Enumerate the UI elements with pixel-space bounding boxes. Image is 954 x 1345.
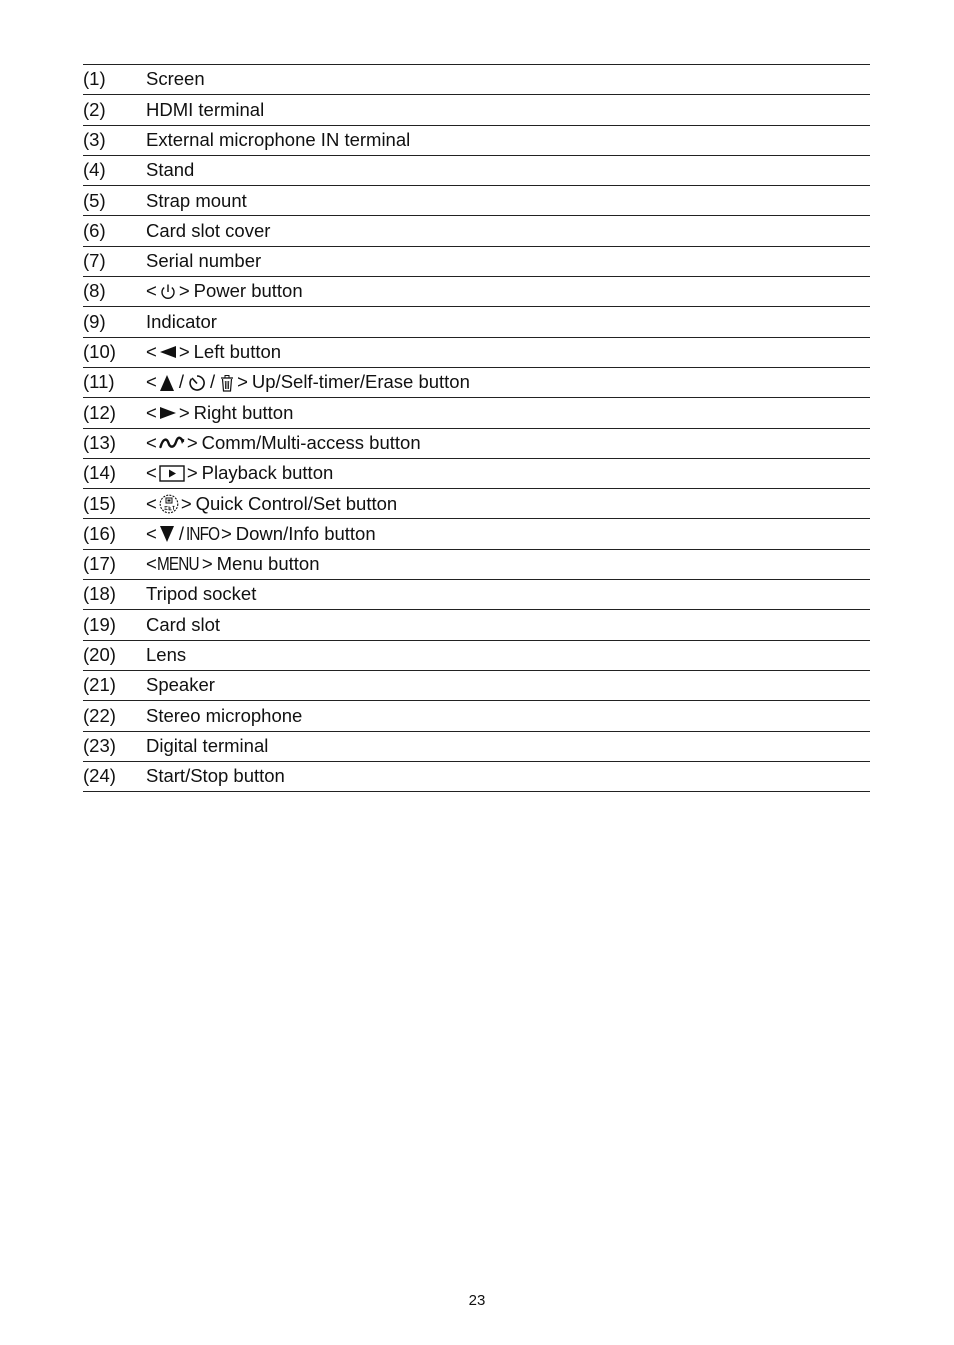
bracket-open: <: [146, 462, 157, 484]
item-number: (4): [83, 159, 106, 181]
item-label: HDMI terminal: [146, 98, 265, 120]
table-row: [83, 65, 870, 95]
table-row: [83, 732, 870, 762]
item-description: [146, 343, 281, 362]
item-description: [146, 555, 319, 574]
bracket-close: >: [186, 431, 198, 453]
item-label: Playback button: [201, 462, 334, 484]
table-row: [83, 459, 870, 489]
table-row: [83, 610, 870, 640]
bracket-open: <: [146, 431, 157, 453]
table-row: [83, 641, 870, 671]
item-number: (12): [83, 401, 116, 423]
item-number: (15): [83, 492, 116, 514]
separator: /: [178, 371, 184, 393]
item-label: External microphone IN terminal: [146, 128, 411, 150]
item-number: (3): [83, 128, 106, 150]
table-row: [83, 671, 870, 701]
table-row: [83, 550, 870, 580]
item-label: Right button: [193, 401, 294, 423]
item-description: [146, 464, 333, 483]
parts-list-table: [83, 64, 870, 792]
item-label: Menu button: [216, 553, 320, 575]
table-row: [83, 126, 870, 156]
table-row: [83, 186, 870, 216]
item-label: Strap mount: [146, 189, 247, 211]
item-number: (6): [83, 219, 106, 241]
table-row: [83, 489, 870, 519]
item-description: [146, 494, 397, 514]
bracket-close: >: [201, 553, 213, 575]
item-number: (16): [83, 522, 116, 544]
comm-wave-icon: [159, 436, 185, 450]
bracket-open: <: [146, 341, 157, 363]
item-label: Up/Self-timer/Erase button: [251, 371, 470, 393]
bracket-open: <: [146, 522, 157, 544]
quick-control-set-icon: [159, 494, 179, 514]
table-row: [83, 429, 870, 459]
bracket-open: <: [146, 553, 157, 575]
right-triangle-icon: [159, 406, 177, 420]
bracket-open: <: [146, 371, 157, 393]
bracket-close: >: [237, 371, 248, 393]
item-number: (19): [83, 613, 116, 635]
item-number: (24): [83, 765, 116, 787]
item-label: Stereo microphone: [146, 704, 303, 726]
item-description: [146, 282, 303, 301]
table-row: [83, 247, 870, 277]
item-label: Screen: [146, 68, 205, 90]
item-number: (11): [83, 371, 115, 393]
item-number: (8): [83, 280, 106, 302]
info-glyph: INFO: [185, 524, 220, 545]
item-label: Power button: [193, 280, 303, 302]
bracket-close: >: [178, 280, 190, 302]
item-description: [146, 431, 421, 453]
item-number: (22): [83, 704, 116, 726]
bracket-close: >: [186, 462, 198, 484]
item-label: Quick Control/Set button: [195, 492, 398, 514]
item-number: (20): [83, 644, 116, 666]
page-number: 23: [468, 1292, 486, 1309]
table-row: [83, 307, 870, 337]
separator: /: [209, 371, 216, 393]
table-row: [83, 277, 870, 307]
table-row: [83, 398, 870, 428]
item-label: Stand: [146, 159, 195, 181]
left-triangle-icon: [159, 345, 177, 359]
trash-icon: [219, 374, 235, 392]
menu-glyph: MENU: [156, 554, 199, 575]
bracket-open: <: [146, 280, 157, 302]
item-label: Card slot cover: [146, 219, 271, 241]
item-label: Start/Stop button: [146, 765, 285, 787]
separator: /: [178, 522, 184, 544]
item-number: (5): [83, 189, 106, 211]
table-row: [83, 519, 870, 549]
table-row: [83, 701, 870, 731]
down-triangle-icon: [159, 525, 175, 543]
item-number: (23): [83, 734, 116, 756]
item-description: [146, 373, 470, 392]
item-label: Indicator: [146, 310, 217, 332]
item-number: (7): [83, 250, 106, 272]
item-number: (1): [83, 68, 106, 90]
bracket-open: <: [146, 492, 157, 514]
playback-icon: [159, 465, 185, 482]
table-row: [83, 580, 870, 610]
item-number: (2): [83, 98, 106, 120]
item-label: Tripod socket: [146, 583, 257, 605]
power-icon: [159, 283, 177, 301]
table-row: [83, 216, 870, 246]
table-row: [83, 762, 870, 792]
table-row: [83, 95, 870, 125]
item-label: Left button: [193, 341, 282, 363]
item-number: (14): [83, 462, 116, 484]
bracket-close: >: [178, 341, 190, 363]
item-description: [146, 401, 294, 423]
item-number: (10): [83, 341, 116, 363]
item-label: Speaker: [146, 674, 215, 696]
item-label: Down/Info button: [235, 522, 376, 544]
table-row: [83, 156, 870, 186]
item-number: (21): [83, 674, 116, 696]
bracket-close: >: [178, 401, 190, 423]
item-label: Digital terminal: [146, 734, 269, 756]
bracket-close: >: [180, 492, 192, 514]
table-row: [83, 338, 870, 368]
item-label: Lens: [146, 644, 187, 666]
item-label: Comm/Multi-access button: [201, 431, 421, 453]
up-triangle-icon: [159, 374, 175, 392]
item-number: (9): [83, 310, 106, 332]
bracket-close: >: [220, 522, 232, 544]
item-number: (13): [83, 431, 116, 453]
item-number: (17): [83, 553, 116, 575]
bracket-open: <: [146, 401, 157, 423]
table-row: [83, 368, 870, 398]
self-timer-icon: [188, 374, 206, 392]
item-description: [146, 522, 376, 545]
item-label: Serial number: [146, 250, 262, 272]
item-label: Card slot: [146, 613, 221, 635]
item-number: (18): [83, 583, 116, 605]
